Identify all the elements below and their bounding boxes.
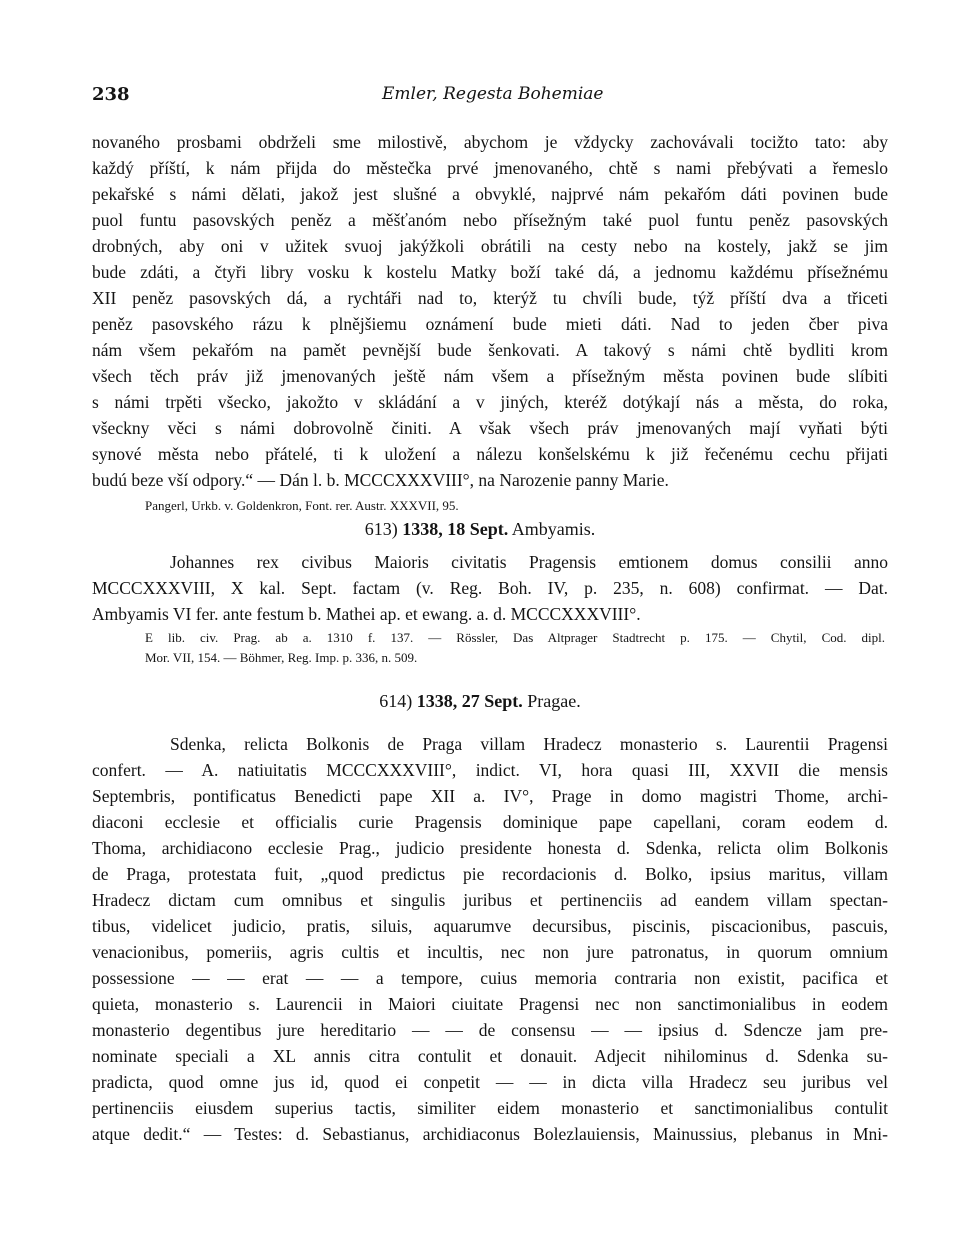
text-line: confert. — A. natiuitatis MCCCXXXVIII°, indict. VI, hora quasi III, XXVII die mensis [92,760,888,780]
text-line: Thoma, archidiacono ecclesie Prag., judicio presidente honesta d. Sdenka, relicta olim Bolkonis [92,838,888,858]
entry-heading-613 [0,518,960,540]
text-line: puol funtu pasovských peněz a měšťanóm nebo přísežným také puol funtu peněz pasovských [92,210,888,230]
text-line: MCCCXXXVIII, X kal. Sept. factam (v. Reg. Boh. IV, p. 235, n. 608) confirmat. — Dat. [92,578,888,598]
entry-place: Pragae. [522,691,581,711]
text-line: bude zdáti, a čtyři libry vosku k kostelu Matky boží také dá, a jednomu každému přísežnému [92,262,888,282]
running-title: Emler, Regesta Bohemiae [382,84,604,104]
text-line: pradicta, quod omne jus id, quod ei conpetit — — in dicta villa Hradecz seu juribus vel [92,1072,888,1092]
source-citation: E lib. civ. Prag. ab a. 1310 f. 137. — Rössler, Das Altprager Stadtrecht p. 175. — Chytil, Cod. dipl. [145,630,885,645]
text-line: quieta, monasterio s. Laurencii in Maiori ciuitate Pragensi nec non sanctimonialibus in eodem [92,994,888,1014]
text-line: diaconi ecclesie et officialis curie Pragensis dominique pape capellani, coram eodem d. [92,812,888,832]
page-number: 238 [92,84,130,105]
text-line: Hradecz dictam cum omnibus et singulis juribus et pertinenciis ad eandem villam spectan- [92,890,888,910]
text-line: XII peněz pasovských dá, a rychtáři nad to, kterýž tu chvíli bude, týž příští dva a třiceti [92,288,888,308]
text-line: synové města nebo přátelé, ti k uložení a nálezu konšelskému k již řečenému cechu přijati [92,444,888,464]
text-line: novaného prosbami obdrželi sme milostivě, abychom je vždycky zachovávali tocižto tato: aby [92,132,888,152]
entry-number: 613) [364,519,403,539]
text-line: drobných, aby oni v užitek svuoj jakýžkoli obrátili na cesty nebo na kostely, jakž se jim [92,236,888,256]
text-line: s námi trpěti všecko, jakožto v skládání a v jiných, kteréž dotýkají nás a města, do roka, [92,392,888,412]
text-line: peněz pasovského rázu k plnějšiemu oznámení bude mieti dáti. Nad to jeden čber piva [92,314,888,334]
text-line: tibus, videlicet judicio, pratis, siluis, aquarumve decursibus, piscinis, piscacionibus, pascuis, [92,916,888,936]
text-line: pekařské s námi dělati, jakož jest slušné a obvyklé, najprvé nám pekařóm dáti povinen bude [92,184,888,204]
text-line: atque dedit.“ — Testes: d. Sebastianus, archidiaconus Bolezlauiensis, Mainussius, plebanus in Mni- [92,1124,888,1144]
source-citation: Mor. VII, 154. — Böhmer, Reg. Imp. p. 336, n. 509. [145,650,418,665]
page-header [92,84,912,114]
entry-heading-614 [0,690,960,712]
text-line: nominate speciali a XL annis citra contulit et donauit. Adjecit nihilominus d. Sdenka su- [92,1046,888,1066]
text-line: Johannes rex civibus Maioris civitatis Pragensis emtionem domus consilii anno [170,552,888,572]
text-line: všech těch práv již jmenovaných ještě nám všem a přísežným města povinen bude slíbiti [92,366,888,386]
text-line: každý příští, k nám přijda do městečka prvé jmenovaného, chtě s nami přebývati a řemeslo [92,158,888,178]
entry-date: 1338, 18 Sept. [402,519,509,539]
text-line: Sdenka, relicta Bolkonis de Praga villam Hradecz monasterio s. Laurentii Pragensi [170,734,888,754]
text-line: nám všem pekařóm na pamět pevnější bude šenkovati. A takový s námi chtě bydliti krom [92,340,888,360]
text-line: Septembris, pontificatus Benedicti pape XII a. IV°, Prage in domo magistri Thome, archi- [92,786,888,806]
text-line: monasterio degentibus jure hereditario — — de consensu — — ipsius d. Sdencze jam pre- [92,1020,888,1040]
entry-place: Ambyamis. [508,519,596,539]
text-line: všeckny věci s námi dobrovolně činiti. A však všech práv jmenovaných mají vyňati býti [92,418,888,438]
text-line: Ambyamis VI fer. ante festum b. Mathei ap. et ewang. a. d. MCCCXXXVIII°. [92,604,641,624]
entry-number: 614) [379,691,417,711]
text-line: venacionibus, pomeriis, agris cultis et incultis, nec non jure patronatus, in quorum omnium [92,942,888,962]
source-citation: Pangerl, Urkb. v. Goldenkron, Font. rer. Austr. XXXVII, 95. [145,498,459,513]
text-line: budú beze vší odpory.“ — Dán l. b. MCCCXXXVIII°, na Narozenie panny Marie. [92,470,669,490]
text-line: de Praga, protestata fuit, „quod predictus pie recordacionis d. Bolko, ipsius maritus, villam [92,864,888,884]
text-line: pertinenciis eiusdem superius tactis, similiter eidem monasterio et sanctimonialibus contulit [92,1098,888,1118]
entry-date: 1338, 27 Sept. [416,691,523,711]
text-line: possessione — — erat — — a tempore, cuius memoria contraria non existit, pacifica et [92,968,888,988]
